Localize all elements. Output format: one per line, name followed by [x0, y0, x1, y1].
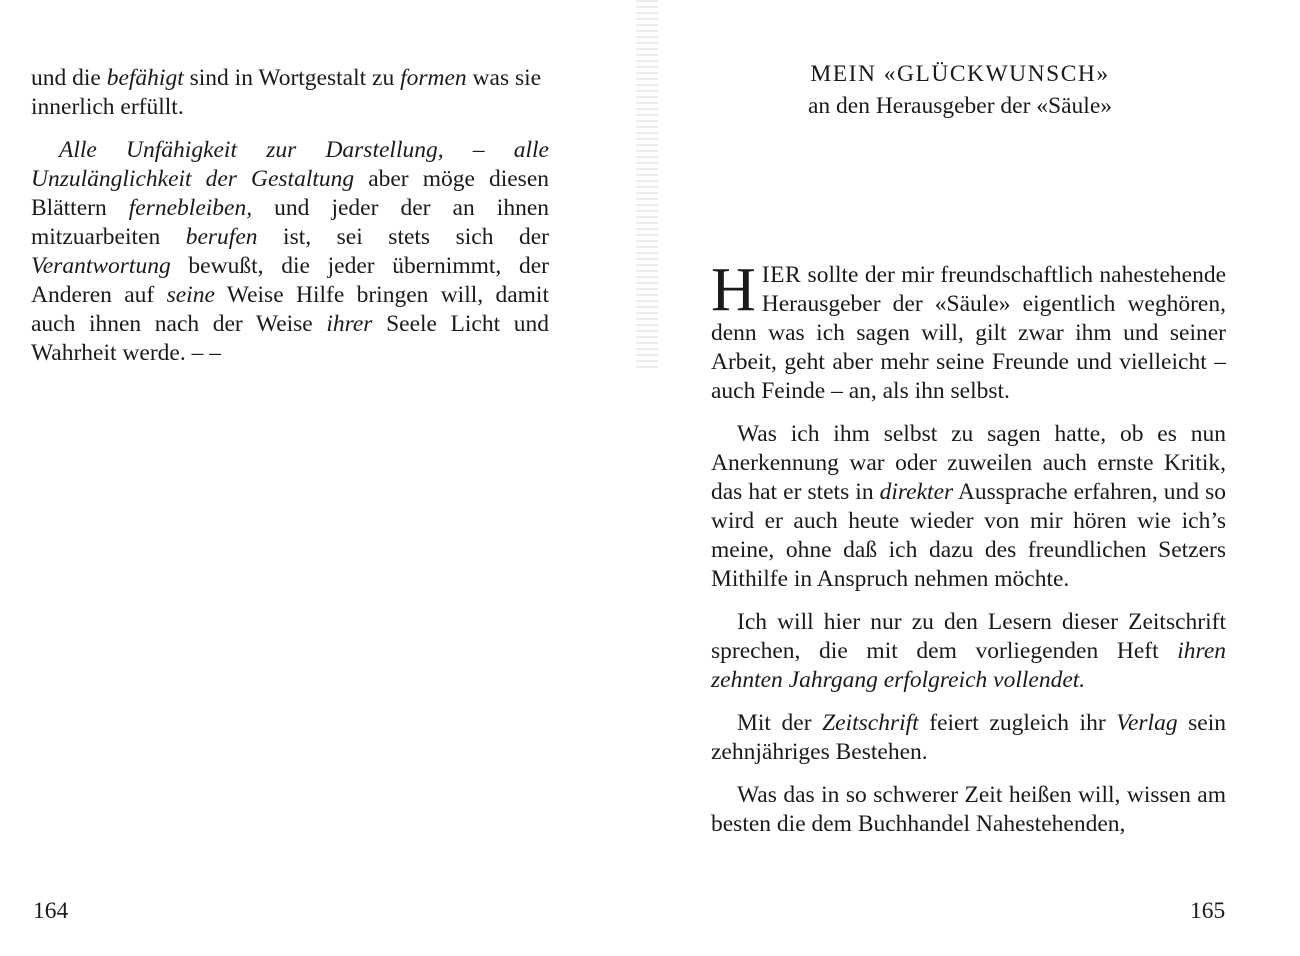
- italic-run: Zeitschrift: [822, 710, 919, 736]
- text-run: und die: [31, 65, 107, 91]
- italic-run: seine: [166, 282, 215, 308]
- chapter-subtitle: an den Herausgeber der «Säule»: [807, 93, 1113, 119]
- text-run: Seele Licht und Wahrheit werde. – –: [31, 311, 549, 366]
- drop-cap: H: [711, 256, 756, 324]
- chapter-title: MEIN «GLÜCKWUNSCH»: [810, 61, 1110, 87]
- small-caps-run: IER: [761, 262, 802, 288]
- right-paragraph-2: [711, 420, 1226, 594]
- text-run: feiert zugleich ihr: [918, 710, 1117, 736]
- italic-run: befähigt: [106, 65, 184, 91]
- page-number-left: 164: [33, 898, 69, 924]
- italic-run: ihrer: [326, 311, 373, 337]
- left-paragraph-2: [31, 136, 549, 368]
- text-run: sollte der mir freundschaftlich nahestehende Herausgeber der «Säule» eigentlich weghören, denn was ich sagen will, gilt zwar ihm und seiner Arbeit, geht aber mehr seine Freunde und vielleicht – auch Feinde – an, als ihn selbst.: [711, 262, 1226, 404]
- right-paragraph-5: [711, 781, 1226, 839]
- left-page: [0, 0, 640, 956]
- italic-run: formen: [400, 65, 467, 91]
- italic-run: Alle Unfähigkeit zur Darstellung, – alle Unzulänglichkeit der Gestaltung: [31, 137, 549, 192]
- right-paragraph-4: [711, 709, 1226, 767]
- page-number-right: 165: [1190, 898, 1226, 924]
- left-page-text: [31, 64, 549, 368]
- text-run: aber möge diesen Blättern: [31, 166, 549, 221]
- text-run: Was ich ihm selbst zu sagen hatte, ob es nun Anerkennung war oder zuweilen auch ernste Kritik, das hat er stets in: [711, 421, 1226, 505]
- italic-run: Verantwortung: [31, 253, 171, 279]
- text-run: ist, sei stets sich der: [257, 224, 549, 250]
- text-run: sein zehnjähriges Bestehen.: [711, 710, 1226, 765]
- text-run: und jeder der an ihnen mitzuarbeiten: [31, 195, 549, 250]
- text-run: was sie innerlich erfüllt.: [31, 65, 542, 120]
- right-paragraph-3: [711, 608, 1226, 695]
- left-paragraph-1: [31, 64, 549, 122]
- text-run: Weise Hilfe bringen will, damit auch ihnen nach der Weise: [31, 282, 549, 337]
- italic-run: direkter: [879, 479, 954, 505]
- right-page-text: [711, 256, 1226, 853]
- text-run: sind in Wortgestalt zu: [183, 65, 401, 91]
- text-run: bewußt, die jeder übernimmt, der Anderen auf: [31, 253, 549, 308]
- italic-run: Verlag: [1116, 710, 1178, 736]
- right-paragraph-1: [711, 256, 1226, 406]
- text-run: Was das in so schwerer Zeit heißen will, wissen am besten die dem Buchhandel Nahestehenden,: [711, 782, 1226, 837]
- italic-run: fernebleiben,: [128, 195, 253, 221]
- italic-run: berufen: [185, 224, 258, 250]
- text-run: Ich will hier nur zu den Lesern dieser Zeitschrift sprechen, die mit dem vorliegenden Heft: [711, 609, 1226, 664]
- italic-run: ihren zehnten Jahrgang erfolgreich vollendet.: [711, 638, 1226, 693]
- text-run: Mit der: [737, 710, 823, 736]
- text-run: Aussprache erfahren, und so wird er auch heute wieder von mir hören wie ich’s meine, ohne daß ich dazu des freundlichen Setzers Mithilfe in Anspruch nehmen möchte.: [711, 479, 1226, 592]
